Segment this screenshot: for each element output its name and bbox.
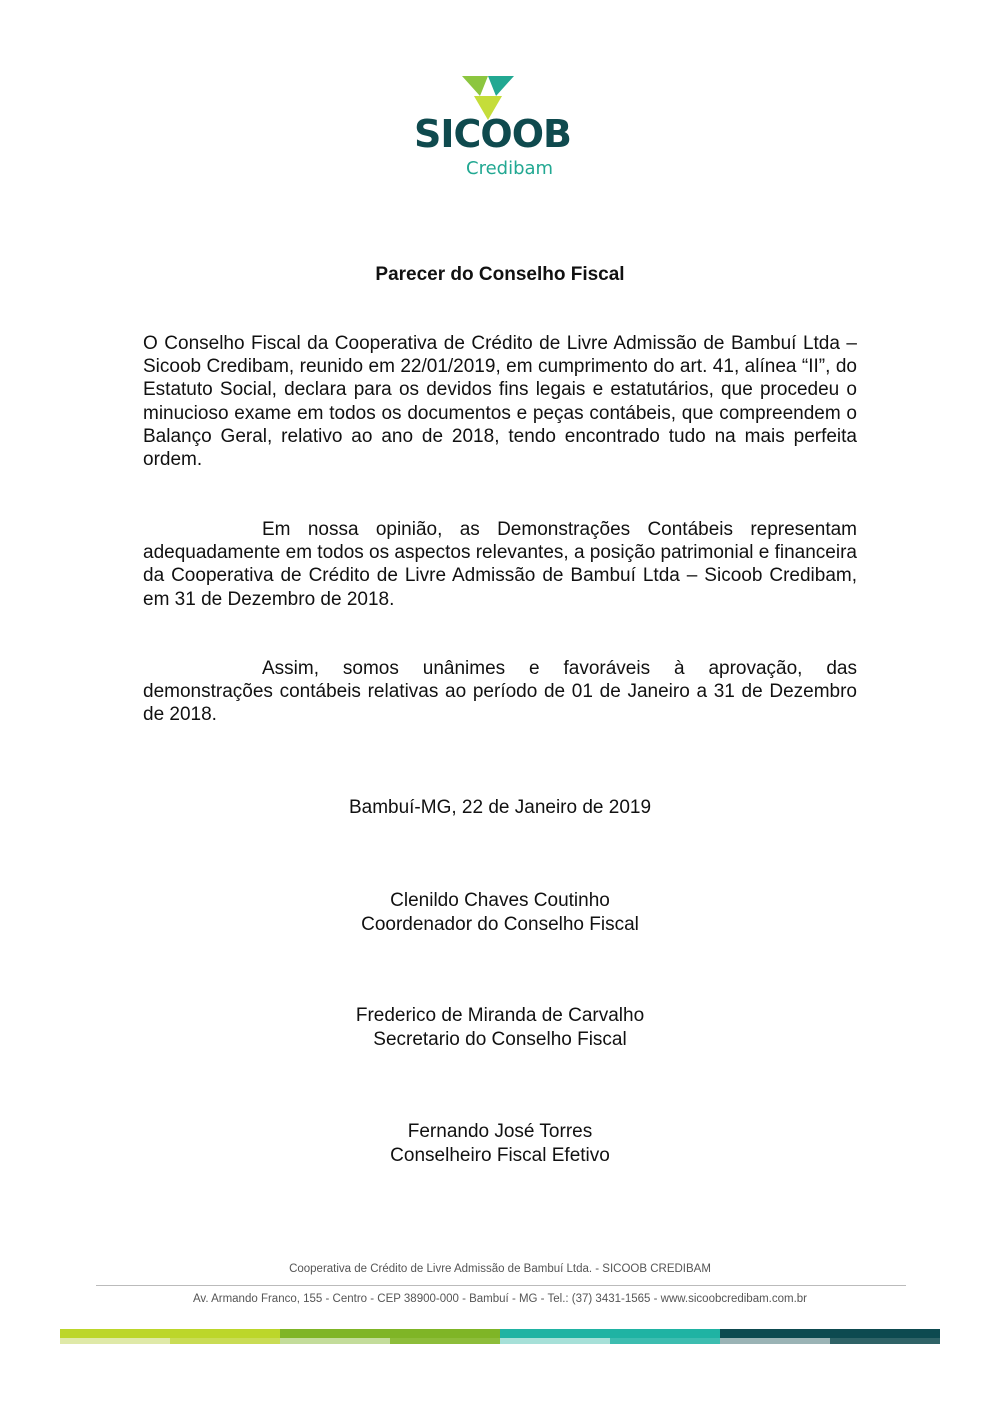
signatory-3 — [0, 1120, 1000, 1167]
paragraph-2: Em nossa opinião, as Demonstrações Contábeis representam adequadamente em todos os aspectos relevantes, a posição patrimonial e financeira da Cooperativa de Crédito de Livre Admissão de Bambuí Ltda – Sicoob Credibam, em 31 de Dezembro de 2018. — [143, 519, 857, 610]
footer-divider — [96, 1285, 906, 1286]
signatory-role: Secretario do Conselho Fiscal — [373, 1028, 627, 1050]
paragraph-3: Assim, somos unânimes e favoráveis à aprovação, das demonstrações contábeis relativas ao período de 01 de Janeiro a 31 de Dezembro de 2018. — [143, 658, 857, 726]
footer-company: Cooperativa de Crédito de Livre Admissão de Bambuí Ltda. - SICOOB CREDIBAM — [289, 1263, 711, 1275]
signatory-name: Frederico de Miranda de Carvalho — [355, 1005, 645, 1026]
document-title: Parecer do Conselho Fiscal — [375, 264, 625, 285]
sicoob-credibam-logo: SICOOB Credibam — [410, 72, 570, 184]
footer-color-bar — [60, 1329, 940, 1344]
signatory-name: Fernando José Torres — [407, 1121, 593, 1142]
signatory-role: Conselheiro Fiscal Efetivo — [390, 1144, 610, 1166]
place-date: Bambuí-MG, 22 de Janeiro de 2019 — [348, 797, 652, 818]
signatory-2 — [0, 1004, 1000, 1051]
signatory-name: Clenildo Chaves Coutinho — [390, 890, 610, 911]
paragraph-1: O Conselho Fiscal da Cooperativa de Crédito de Livre Admissão de Bambuí Ltda – Sicoob Credibam, reunido em 22/01/2019, em cumprimento do art. 41, alínea “II”, do Estatuto Social, declara para os devidos fins legais e estatutários, que procedeu o minucioso exame em todos os documentos e peças contábeis, que compreendem o Balanço Geral, relativo ao ano de 2018, tendo encontrado tudo na mais perfeita ordem. — [143, 333, 857, 471]
signatory-role: Coordenador do Conselho Fiscal — [361, 913, 639, 935]
signatory-1 — [0, 889, 1000, 936]
footer-address: Av. Armando Franco, 155 - Centro - CEP 38900-000 - Bambuí - MG - Tel.: (37) 3431-1565 - www.sicoobcredibam.com.br — [192, 1293, 808, 1305]
